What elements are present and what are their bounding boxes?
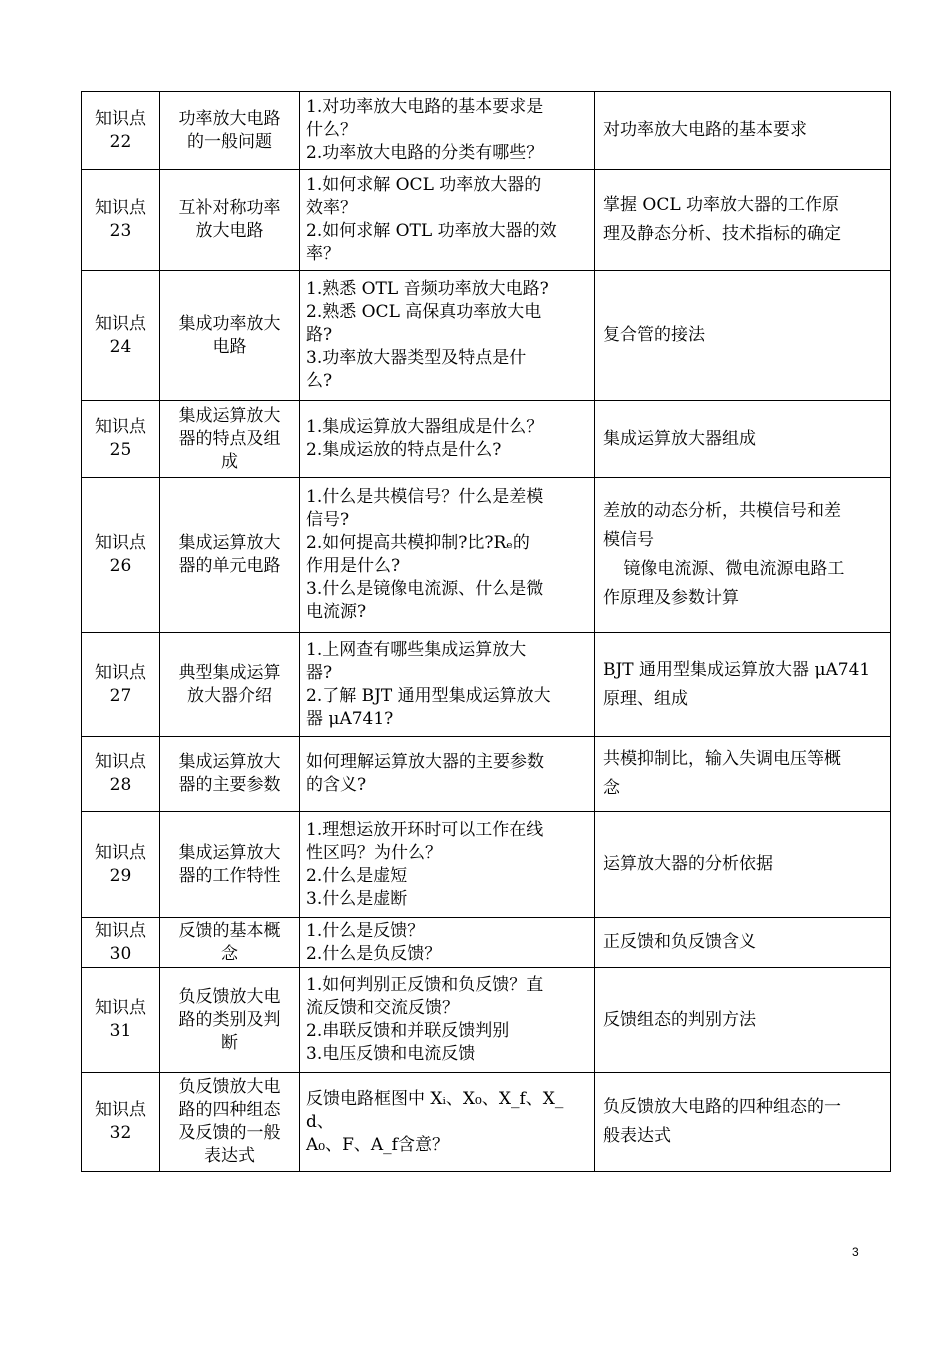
- topic-cell-line: 负反馈放大电: [178, 1077, 281, 1097]
- knowledge-point-cell-line: 32: [109, 1123, 132, 1143]
- questions-cell-line: 么?: [306, 371, 333, 391]
- questions-cell-line: 1.如何求解 OCL 功率放大器的: [306, 175, 542, 195]
- key-point-cell-line: 理及静态分析、技术指标的确定: [603, 224, 841, 244]
- questions-cell-line: 流反馈和交流反馈？: [306, 998, 459, 1018]
- key-point-cell: [595, 812, 891, 918]
- topic-cell-line: 放大器介绍: [187, 685, 272, 706]
- topic-cell-line: 路的类别及判: [178, 1009, 281, 1030]
- knowledge-point-cell-line: 知识点: [95, 313, 146, 334]
- knowledge-point-cell: [82, 170, 160, 271]
- questions-cell: [300, 1073, 595, 1172]
- table-row: [82, 918, 891, 968]
- knowledge-point-cell-line: 29: [109, 865, 132, 886]
- questions-cell: [300, 170, 595, 271]
- knowledge-point-cell: [82, 478, 160, 633]
- questions-cell-line: 什么？: [306, 120, 357, 140]
- questions-cell-line: 1.对功率放大电路的基本要求是: [306, 97, 544, 117]
- questions-cell-line: 2.串联反馈和并联反馈判别: [306, 1021, 510, 1041]
- questions-cell-line: 效率？: [306, 198, 357, 218]
- questions-cell-line: 1.理想运放开环时可以工作在线: [306, 819, 544, 840]
- key-point-cell-line: 念: [603, 778, 620, 798]
- knowledge-point-cell-line: 知识点: [95, 662, 146, 683]
- topic-cell-line: 路的四种组态: [178, 1100, 281, 1120]
- table-row: [82, 737, 891, 812]
- questions-cell-line: A₀、F、A_f含意？: [306, 1134, 449, 1155]
- topic-cell: [160, 1073, 300, 1172]
- table-row: [82, 271, 891, 401]
- topic-cell-line: 放大电路: [195, 221, 264, 241]
- key-point-cell-line: 共模抑制比，输入失调电压等概: [603, 749, 841, 769]
- key-point-cell-line: 集成运算放大器组成: [603, 428, 756, 449]
- knowledge-point-cell-line: 知识点: [95, 752, 146, 772]
- knowledge-point-cell-line: 28: [109, 775, 132, 795]
- knowledge-point-cell-line: 知识点: [95, 108, 146, 129]
- questions-cell-line: 2.集成运放的特点是什么?: [306, 440, 502, 460]
- topic-cell: [160, 478, 300, 633]
- questions-cell-line: 1.上网查有哪些集成运算放大: [306, 639, 527, 660]
- knowledge-point-cell-line: 31: [109, 1021, 132, 1041]
- knowledge-point-cell-line: 25: [109, 440, 132, 460]
- table-row: [82, 1073, 891, 1172]
- questions-cell-line: 3.电压反馈和电流反馈: [306, 1044, 476, 1064]
- knowledge-point-cell-line: 30: [109, 943, 132, 964]
- topic-cell-line: 及反馈的一般: [178, 1123, 281, 1143]
- topic-cell: [160, 737, 300, 812]
- topic-cell: [160, 401, 300, 478]
- knowledge-point-table: [81, 91, 891, 1172]
- key-point-cell: [595, 401, 891, 478]
- questions-cell-line: 2.什么是负反馈？: [306, 943, 442, 964]
- knowledge-point-cell-line: 27: [109, 685, 132, 706]
- knowledge-point-cell: [82, 918, 160, 968]
- questions-cell-line: 2.如何求解 OTL 功率放大器的效: [306, 221, 557, 241]
- knowledge-point-cell-line: 知识点: [95, 1100, 146, 1120]
- questions-cell-line: 的含义?: [306, 775, 367, 795]
- topic-cell-line: 集成运算放大: [178, 752, 281, 772]
- questions-cell-line: 1.熟悉 OTL 音频功率放大电路?: [306, 279, 549, 299]
- key-point-cell-line: 镜像电流源、微电流源电路工: [623, 559, 845, 579]
- topic-cell-line: 器的工作特性: [178, 865, 281, 886]
- questions-cell-line: 3.功率放大器类型及特点是什: [306, 348, 527, 368]
- key-point-cell: [595, 737, 891, 812]
- questions-cell: [300, 478, 595, 633]
- questions-cell-line: 反馈电路框图中 Xᵢ、X₀、X_f、X_d、: [306, 1088, 564, 1132]
- topic-cell-line: 功率放大电路: [178, 108, 281, 129]
- key-point-cell: [595, 968, 891, 1073]
- questions-cell-line: 2.熟悉 OCL 高保真功率放大电: [306, 302, 542, 322]
- questions-cell: [300, 737, 595, 812]
- knowledge-point-cell-line: 24: [109, 336, 132, 357]
- key-point-cell: [595, 1073, 891, 1172]
- questions-cell: [300, 812, 595, 918]
- topic-cell: [160, 918, 300, 968]
- key-point-cell: [595, 918, 891, 968]
- key-point-cell-line: 掌握 OCL 功率放大器的工作原: [603, 195, 840, 215]
- questions-cell: [300, 401, 595, 478]
- knowledge-point-cell-line: 23: [109, 221, 132, 241]
- table-row: [82, 812, 891, 918]
- key-point-cell-line: 原理、组成: [603, 688, 688, 709]
- knowledge-point-cell-line: 26: [109, 556, 132, 576]
- questions-cell: [300, 92, 595, 170]
- questions-cell-line: 性区吗？为什么？: [306, 842, 442, 863]
- topic-cell-line: 器的特点及组: [178, 428, 281, 449]
- knowledge-point-cell-line: 知识点: [95, 998, 146, 1018]
- topic-cell-line: 互补对称功率: [178, 198, 281, 218]
- table-row: [82, 92, 891, 170]
- questions-cell: [300, 968, 595, 1073]
- knowledge-point-cell: [82, 401, 160, 478]
- knowledge-point-cell: [82, 968, 160, 1073]
- key-point-cell: [595, 633, 891, 737]
- table-row: [82, 633, 891, 737]
- topic-cell: [160, 633, 300, 737]
- key-point-cell-line: 复合管的接法: [603, 325, 705, 345]
- topic-cell-line: 集成功率放大: [178, 313, 281, 334]
- knowledge-point-cell: [82, 92, 160, 170]
- key-point-cell: [595, 170, 891, 271]
- key-point-cell: [595, 271, 891, 401]
- questions-cell-line: 路?: [306, 325, 333, 345]
- knowledge-point-cell-line: 知识点: [95, 417, 146, 437]
- key-point-cell-line: 差放的动态分析，共模信号和差: [603, 501, 841, 521]
- knowledge-point-cell-line: 知识点: [95, 533, 146, 553]
- key-point-cell-line: 运算放大器的分析依据: [603, 854, 773, 874]
- topic-cell-line: 电路: [212, 336, 247, 357]
- knowledge-point-cell-line: 知识点: [95, 842, 146, 863]
- knowledge-point-cell-line: 知识点: [95, 198, 146, 218]
- key-point-cell-line: 正反馈和负反馈含义: [603, 932, 756, 952]
- questions-cell-line: 2.如何提高共模抑制?比?Rₑ的: [306, 533, 530, 553]
- key-point-cell-line: BJT 通用型集成运算放大器 μA741: [603, 659, 871, 680]
- knowledge-point-cell-line: 知识点: [95, 920, 146, 941]
- questions-cell-line: 3.什么是镜像电流源、什么是微: [306, 579, 544, 599]
- key-point-cell-line: 反馈组态的判别方法: [603, 1009, 756, 1030]
- topic-cell: [160, 92, 300, 170]
- topic-cell-line: 念: [221, 943, 238, 964]
- key-point-cell: [595, 478, 891, 633]
- page-number: 3: [852, 1245, 859, 1259]
- topic-cell-line: 器的主要参数: [178, 775, 281, 795]
- topic-cell-line: 集成运算放大: [178, 405, 281, 426]
- key-point-cell-line: 作原理及参数计算: [603, 588, 739, 608]
- knowledge-point-cell: [82, 633, 160, 737]
- questions-cell-line: 如何理解运算放大器的主要参数: [306, 752, 544, 772]
- knowledge-point-cell: [82, 812, 160, 918]
- topic-cell-line: 集成运算放大: [178, 533, 281, 553]
- questions-cell-line: 1.什么是共模信号？什么是差模: [306, 487, 544, 507]
- key-point-cell-line: 对功率放大电路的基本要求: [603, 120, 807, 140]
- questions-cell-line: 作用是什么?: [306, 556, 401, 576]
- questions-cell-line: 2.了解 BJT 通用型集成运算放大: [306, 685, 551, 706]
- questions-cell: [300, 271, 595, 401]
- key-point-cell-line: 般表达式: [603, 1126, 671, 1146]
- topic-cell-line: 断: [221, 1032, 238, 1053]
- questions-cell-line: 器 μA741?: [306, 708, 394, 729]
- questions-cell-line: 率？: [306, 244, 340, 264]
- table-row: [82, 478, 891, 633]
- topic-cell-line: 器的单元电路: [178, 556, 281, 576]
- topic-cell: [160, 271, 300, 401]
- questions-cell-line: 器?: [306, 662, 333, 683]
- topic-cell-line: 成: [221, 451, 238, 472]
- knowledge-point-cell: [82, 271, 160, 401]
- knowledge-point-cell-line: 22: [109, 131, 132, 152]
- questions-cell: [300, 633, 595, 737]
- topic-cell: [160, 968, 300, 1073]
- questions-cell-line: 2.什么是虚短: [306, 865, 408, 886]
- topic-cell-line: 典型集成运算: [178, 662, 281, 683]
- key-point-cell-line: 模信号: [603, 530, 654, 550]
- questions-cell-line: 3.什么是虚断: [306, 888, 408, 909]
- table-row: [82, 170, 891, 271]
- knowledge-point-cell: [82, 737, 160, 812]
- questions-cell-line: 2.功率放大电路的分类有哪些？: [306, 143, 544, 163]
- topic-cell: [160, 812, 300, 918]
- questions-cell-line: 1.什么是反馈？: [306, 920, 425, 941]
- questions-cell-line: 电流源?: [306, 602, 367, 622]
- topic-cell-line: 表达式: [204, 1146, 255, 1166]
- questions-cell-line: 1.如何判别正反馈和负反馈？直: [306, 975, 544, 995]
- topic-cell-line: 反馈的基本概: [178, 920, 281, 941]
- questions-cell: [300, 918, 595, 968]
- topic-cell: [160, 170, 300, 271]
- topic-cell-line: 负反馈放大电: [178, 986, 281, 1007]
- knowledge-point-cell: [82, 1073, 160, 1172]
- key-point-cell-line: 负反馈放大电路的四种组态的一: [603, 1097, 841, 1117]
- table-row: [82, 968, 891, 1073]
- topic-cell-line: 集成运算放大: [178, 842, 281, 863]
- questions-cell-line: 1.集成运算放大器组成是什么？: [306, 417, 544, 437]
- topic-cell-line: 的一般问题: [187, 131, 272, 152]
- questions-cell-line: 信号?: [306, 510, 350, 530]
- key-point-cell: [595, 92, 891, 170]
- table-row: [82, 401, 891, 478]
